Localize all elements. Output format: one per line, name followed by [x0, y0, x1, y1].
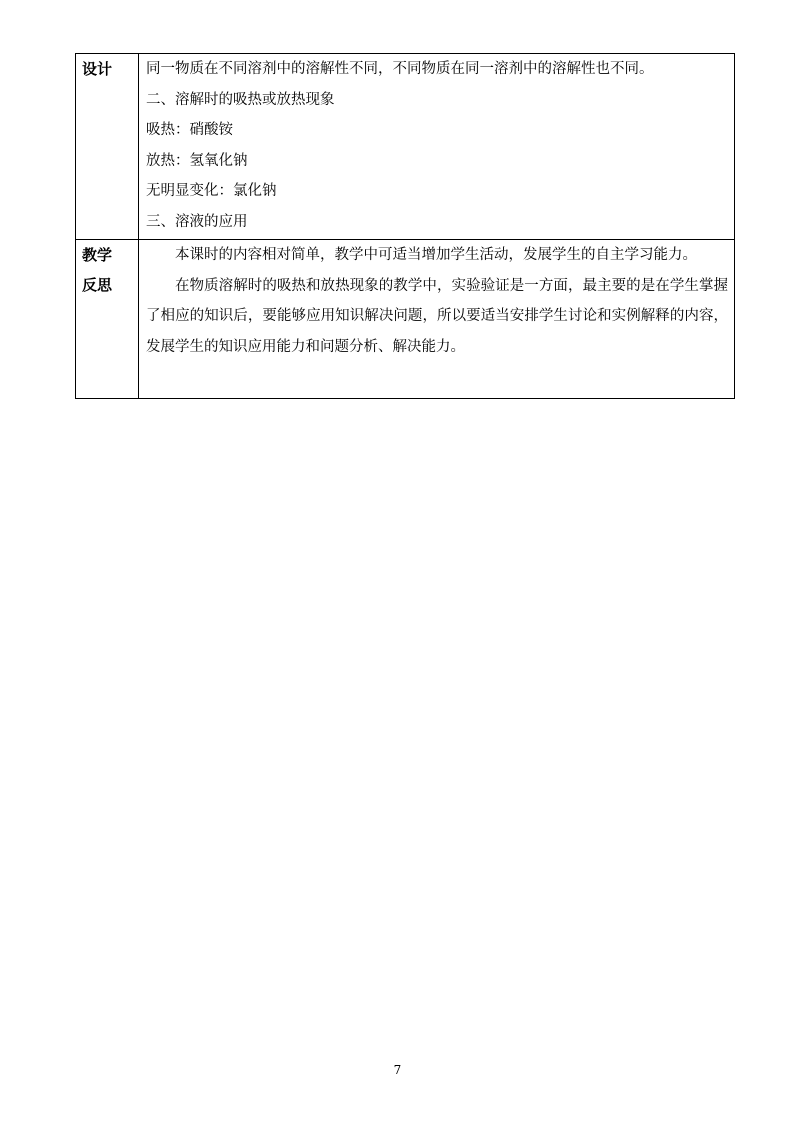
design-line: 无明显变化：氯化钠 [146, 183, 277, 199]
row-label-text: 反思 [82, 276, 113, 294]
reflection-paragraph: 本课时的内容相对简单，教学中可适当增加学生活动，发展学生的自主学习能力。 [175, 247, 697, 263]
design-content [139, 54, 735, 240]
design-line: 三、溶液的应用 [146, 213, 248, 230]
lesson-plan-table [75, 53, 735, 399]
reflection-paragraph: 在物质溶解时的吸热和放热现象的教学中，实验验证是一方面，最主要的是在学生掌握了相应的知识后，要能够应用知识解决问题，所以要适当安排学生讨论和实例解释的内容，发展学生的知识应用能力和问题分析、解决能力。 [146, 277, 728, 355]
row-label-reflection [76, 240, 139, 399]
row-label-text: 教学 [82, 246, 113, 264]
row-label-design [76, 54, 139, 240]
design-line: 放热：氢氧化钠 [146, 152, 248, 169]
table-row-design [76, 54, 735, 240]
design-line: 吸热：硝酸铵 [146, 122, 233, 138]
table-row-reflection [76, 240, 735, 399]
design-line: 二、溶解时的吸热或放热现象 [146, 91, 335, 108]
row-label-text: 设计 [82, 60, 113, 78]
design-line: 同一物质在不同溶剂中的溶解性不同，不同物质在同一溶剂中的溶解性也不同。 [146, 61, 654, 77]
page-number: 7 [393, 1063, 402, 1077]
reflection-content [139, 240, 735, 399]
